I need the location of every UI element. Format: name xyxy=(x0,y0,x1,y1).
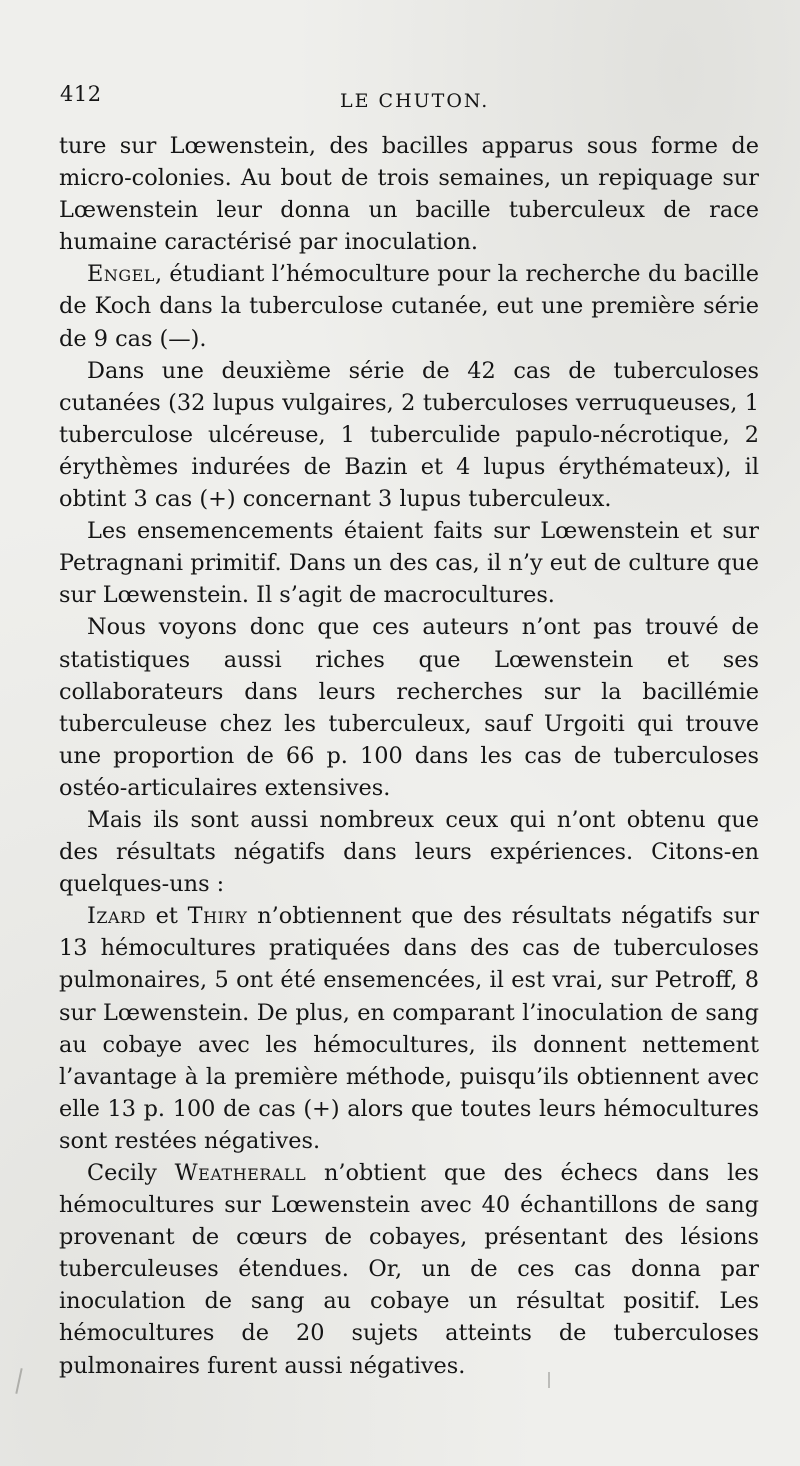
paragraph-7-text: n’obtiennent que des résultats négatifs sur 13 hémocultures pratiquées dans des cas de tuberculoses pulmonaires, 5 ont été ensemencées, il est vrai, sur Petroff, 8 sur Lœwenstein. De plus, en comparant l’inoculation de sang au cobaye avec les hémocultures, ils donnent nettement l’avantage à la première méthode, puisqu’ils obtiennent avec elle 13 p. 100 de cas (+) alors que toutes leurs hémocultures sont restées négatives. xyxy=(59,903,760,1154)
paragraph-8 xyxy=(59,1157,759,1382)
page-number: 412 xyxy=(60,82,102,106)
running-head xyxy=(60,82,760,116)
paragraph-4-text: Les ensemencements étaient faits sur Lœwenstein et sur Petragnani primitif. Dans un des cas, il n’y eut de culture que sur Lœwenstein. Il s’agit de macrocultures. xyxy=(59,518,759,609)
paragraph-5-text: Nous voyons donc que ces auteurs n’ont pas trouvé de statistiques aussi riches que Lœwenstein et ses collaborateurs dans leurs recherches sur la bacillémie tuberculeuse chez les tuberculeux, sauf Urgoiti qui trouve une proportion de 66 p. 100 dans les cas de tuberculoses ostéo-articulaires extensives. xyxy=(59,614,759,801)
paragraph-6-text: Mais ils sont aussi nombreux ceux qui n’ont obtenu que des résultats négatifs dans leurs expériences. Citons-en quelques-uns : xyxy=(59,806,759,898)
paragraph-1-text: ture sur Lœwenstein, des bacilles apparus sous forme de micro-colonies. Au bout de trois semaines, un repiquage sur Lœwenstein leur donna un bacille tuberculeux de race humaine caractérisé par inoculation. xyxy=(59,133,759,256)
author-engel: Engel xyxy=(87,261,155,288)
paragraph-2-text: , étudiant l’hémoculture pour la recherche du bacille de Koch dans la tuberculose cutanée, eut une première série de 9 cas (—). xyxy=(59,261,759,352)
author-first-name: Cecily xyxy=(87,1160,175,1186)
paragraph-5 xyxy=(59,611,759,804)
margin-mark xyxy=(15,1368,22,1394)
body-text xyxy=(59,130,759,1382)
paragraph-4 xyxy=(59,515,759,611)
margin-mark xyxy=(548,1372,550,1388)
paragraph-1 xyxy=(59,130,759,258)
paragraph-2 xyxy=(59,258,759,354)
paragraph-7-and: et xyxy=(145,903,188,930)
paragraph-3 xyxy=(59,355,759,515)
paragraph-7 xyxy=(59,900,759,1157)
paragraph-8-text: n’obtient que des échecs dans les hémocultures sur Lœwenstein avec 40 échantillons de sang provenant de cœurs de cobayes, présentant des lésions tuberculeuses étendues. Or, un de ces cas donna par inoculation de sang au cobaye un résultat positif. Les hémocultures de 20 sujets atteints de tuberculoses pulmonaires furent aussi négatives. xyxy=(59,1160,759,1379)
paragraph-6 xyxy=(59,804,759,900)
author-thiry: Thiry xyxy=(187,903,248,930)
running-title: LE CHUTON. xyxy=(340,90,490,112)
paragraph-3-text: Dans une deuxième série de 42 cas de tuberculoses cutanées (32 lupus vulgaires, 2 tuberculoses verruqueuses, 1 tuberculose ulcéreuse, 1 tuberculide papulo-nécrotique, 2 érythèmes indurées de Bazin et 4 lupus érythémateux), il obtint 3 cas (+) concernant 3 lupus tuberculeux. xyxy=(59,357,759,513)
author-weatherall: Weatherall xyxy=(174,1160,307,1186)
author-izard: Izard xyxy=(87,903,146,930)
